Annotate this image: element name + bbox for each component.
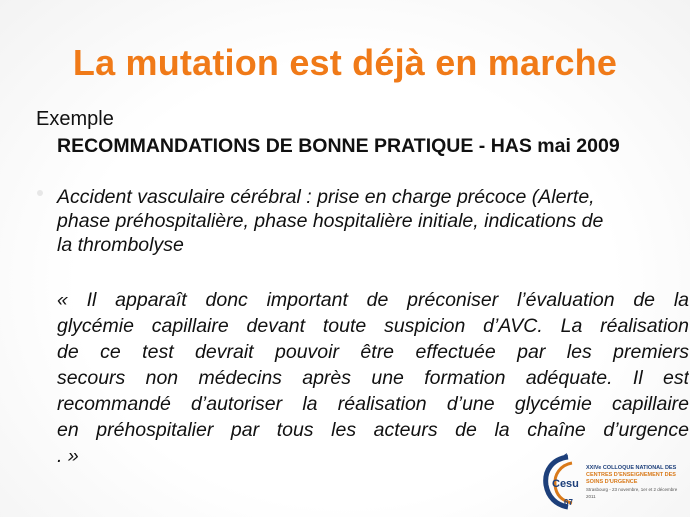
quote-line: de ce test devrait pouvoir être effectuée par les premiers	[57, 341, 689, 363]
cesu-logo-icon	[538, 453, 582, 511]
quote-line: secours non médecins après une formation adéquate. Il est	[57, 367, 689, 389]
cesu-mark-number: 67	[564, 498, 573, 507]
has-quote	[57, 287, 689, 469]
slide-title: La mutation est déjà en marche	[72, 42, 618, 83]
exemple-label: Exemple	[36, 108, 114, 130]
logo-line-2: CENTRES D'ENSEIGNEMENT DES SOINS D'URGENCE	[586, 472, 676, 485]
recommandations-heading: RECOMMANDATIONS DE BONNE PRATIQUE - HAS mai 2009	[57, 135, 620, 157]
cesu-colloque-logo	[538, 453, 684, 511]
avc-line: Accident vasculaire cérébral : prise en charge précoce (Alerte,	[57, 186, 595, 208]
logo-line-3: Strasbourg - 23 novembre, 1er et 2 décembre 2011	[586, 487, 678, 499]
quote-line: en préhospitalier par tous les acteurs de la chaîne d’urgence	[57, 419, 689, 441]
avc-line: la thrombolyse	[57, 234, 184, 256]
bullet-dot	[37, 190, 43, 196]
colloque-text	[586, 465, 684, 500]
logo-line-1: XXIVe COLLOQUE NATIONAL DES	[586, 465, 677, 471]
avc-text	[57, 185, 689, 257]
quote-line: glycémie capillaire devant toute suspicion d’AVC. La réalisation	[57, 315, 689, 337]
quote-line: recommandé d’autoriser la réalisation d’une glycémie capillaire	[57, 393, 689, 415]
quote-line: « Il apparaît donc important de préconiser l’évaluation de la	[57, 289, 689, 311]
cesu-mark-text: Cesu	[552, 478, 579, 490]
quote-line: . »	[57, 445, 79, 467]
avc-line: phase préhospitalière, phase hospitalière initiale, indications de	[57, 210, 604, 232]
